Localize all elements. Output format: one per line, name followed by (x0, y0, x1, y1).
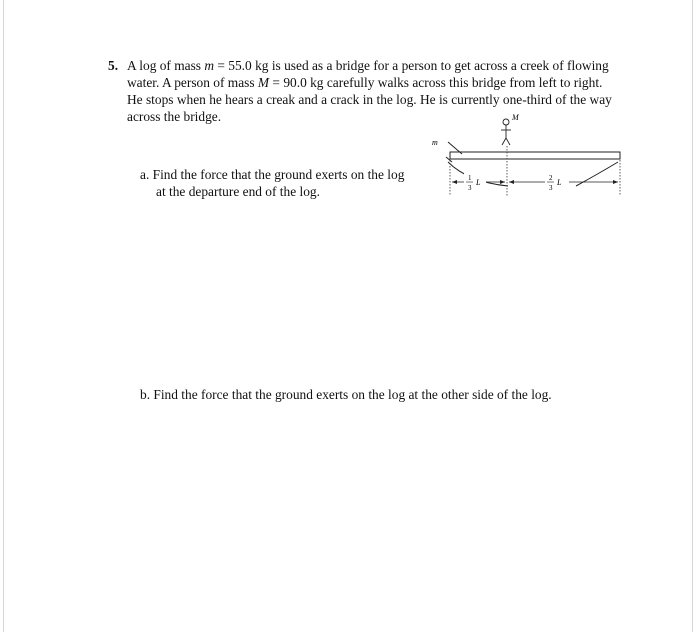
var-M: M (257, 75, 270, 90)
part-b: b. Find the force that the ground exerts on the log at the other side of the log. (140, 387, 552, 402)
problem-line-2: water. A person of mass M = 90.0 kg carefully walks across this bridge from left to right. (127, 75, 603, 90)
svg-text:1: 1 (468, 174, 472, 182)
log-shape (450, 152, 620, 159)
svg-text:3: 3 (468, 184, 472, 192)
label-m: m (432, 138, 438, 147)
part-a-line-2: at the departure end of the log. (156, 184, 320, 199)
part-a-line-1: a. Find the force that the ground exerts on the log (140, 167, 405, 182)
dimension-two-thirds (509, 173, 618, 192)
person-icon (501, 119, 511, 145)
dimension-one-third (452, 173, 505, 192)
svg-text:L: L (557, 178, 562, 187)
problem-line-3: He stops when he hears a creak and a crack in the log. He is currently one-third of the way (127, 92, 612, 107)
label-M: M (512, 113, 519, 122)
log-bridge-diagram (428, 110, 638, 205)
var-m: m (204, 58, 215, 73)
problem-line-1: A log of mass m = 55.0 kg is used as a bridge for a person to get across a creek of flowing (127, 58, 609, 73)
part-a (140, 166, 404, 200)
svg-text:L: L (476, 178, 481, 187)
problem-number: 5. (108, 58, 119, 73)
svg-text:2: 2 (549, 174, 553, 182)
svg-text:3: 3 (549, 184, 553, 192)
problem-line-4: across the bridge. (127, 109, 222, 124)
